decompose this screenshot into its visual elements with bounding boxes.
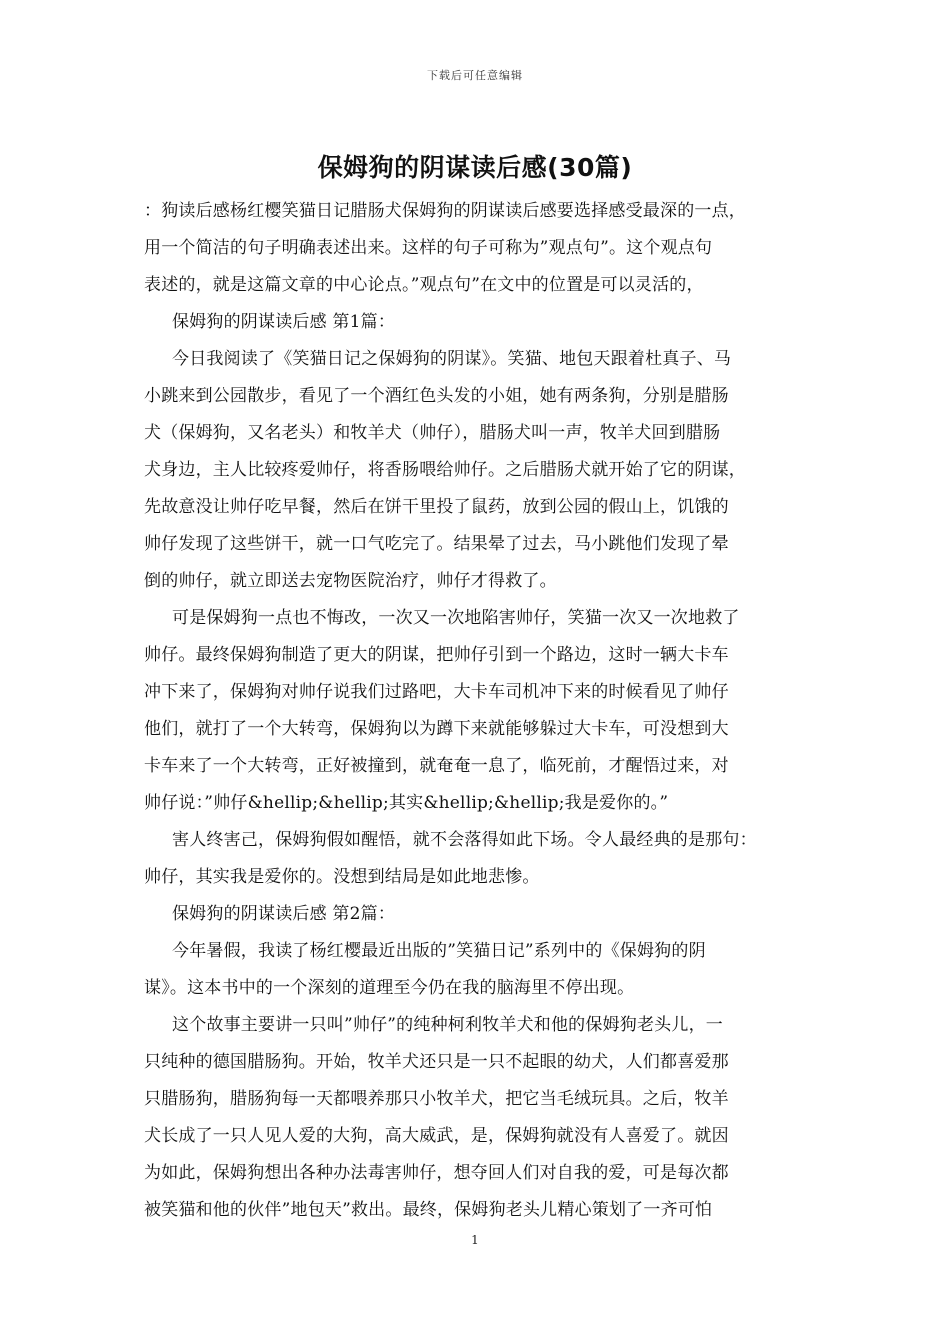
body-line: 帅仔发现了这些饼干，就一口气吃完了。结果晕了过去，马小跳他们发现了晕: [144, 534, 729, 554]
body-line: 表述的，就是这篇文章的中心论点。”观点句”在文中的位置是可以灵活的，: [144, 275, 704, 295]
body-line: 被笑猫和他的伙伴”地包天”救出。最终，保姆狗老头儿精心策划了一齐可怕: [144, 1200, 713, 1220]
body-line: 小跳来到公园散步，看见了一个酒红色头发的小姐，她有两条狗，分别是腊肠: [144, 386, 729, 406]
body-line: 可是保姆狗一点也不悔改，一次又一次地陷害帅仔，笑猫一次又一次地救了: [172, 608, 740, 628]
body-line: 今年暑假，我读了杨红樱最近出版的”笑猫日记”系列中的《保姆狗的阴: [172, 941, 706, 961]
section-heading: 保姆狗的阴谋读后感 第2篇：: [172, 904, 396, 924]
body-line: 帅仔，其实我是爱你的。没想到结局是如此地悲惨。: [144, 867, 540, 887]
page-header: 下载后可任意编辑: [427, 69, 523, 82]
body-line: 只腊肠狗，腊肠狗每一天都喂养那只小牧羊犬，把它当毛绒玩具。之后，牧羊: [144, 1089, 729, 1109]
body-line: 倒的帅仔，就立即送去宠物医院治疗，帅仔才得救了。: [144, 571, 557, 591]
body-line: ：狗读后感杨红樱笑猫日记腊肠犬保姆狗的阴谋读后感要选择感受最深的一点，: [144, 201, 746, 221]
body-line: 帅仔。最终保姆狗制造了更大的阴谋，把帅仔引到一个路边，这时一辆大卡车: [144, 645, 729, 665]
body-line: 这个故事主要讲一只叫”帅仔”的纯种柯利牧羊犬和他的保姆狗老头儿，一: [172, 1015, 723, 1035]
body-line: 卡车来了一个大转弯，正好被撞到，就奄奄一息了，临死前，才醒悟过来，对: [144, 756, 729, 776]
body-line: 只纯种的德国腊肠狗。开始，牧羊犬还只是一只不起眼的幼犬，人们都喜爱那: [144, 1052, 729, 1072]
document-title: 保姆狗的阴谋读后感(30篇): [317, 153, 633, 182]
body-line: 今日我阅读了《笑猫日记之保姆狗的阴谋》。笑猫、地包天跟着杜真子、马: [172, 349, 732, 369]
section-heading: 保姆狗的阴谋读后感 第1篇：: [172, 312, 396, 332]
body-line: 先故意没让帅仔吃早餐，然后在饼干里投了鼠药，放到公园的假山上，饥饿的: [144, 497, 729, 517]
body-line: 犬身边，主人比较疼爱帅仔，将香肠喂给帅仔。之后腊肠犬就开始了它的阴谋，: [144, 460, 746, 480]
body-line: 犬（保姆狗，又名老头）和牧羊犬（帅仔），腊肠犬叫一声，牧羊犬回到腊肠: [144, 423, 721, 443]
body-line: 冲下来了，保姆狗对帅仔说我们过路吧，大卡车司机冲下来的时候看见了帅仔: [144, 682, 729, 702]
body-line: 犬长成了一只人见人爱的大狗，高大威武，是，保姆狗就没有人喜爱了。就因: [144, 1126, 729, 1146]
page-number: 1: [471, 1233, 479, 1247]
body-line: 谋》。这本书中的一个深刻的道理至今仍在我的脑海里不停出现。: [144, 978, 635, 998]
body-line: 害人终害己，保姆狗假如醒悟，就不会落得如此下场。令人最经典的是那句：: [172, 830, 757, 850]
body-line: 他们，就打了一个大转弯，保姆狗以为蹲下来就能够躲过大卡车，可没想到大: [144, 719, 729, 739]
document-body: [144, 193, 816, 1229]
body-line: 为如此，保姆狗想出各种办法毒害帅仔，想夺回人们对自我的爱，可是每次都: [144, 1163, 729, 1183]
body-line: 用一个简洁的句子明确表述出来。这样的句子可称为”观点句”。这个观点句: [144, 238, 713, 258]
body-line: 帅仔说：”帅仔&hellip;&hellip;其实&hellip;&hellip;我是爱你的。”: [144, 793, 669, 813]
